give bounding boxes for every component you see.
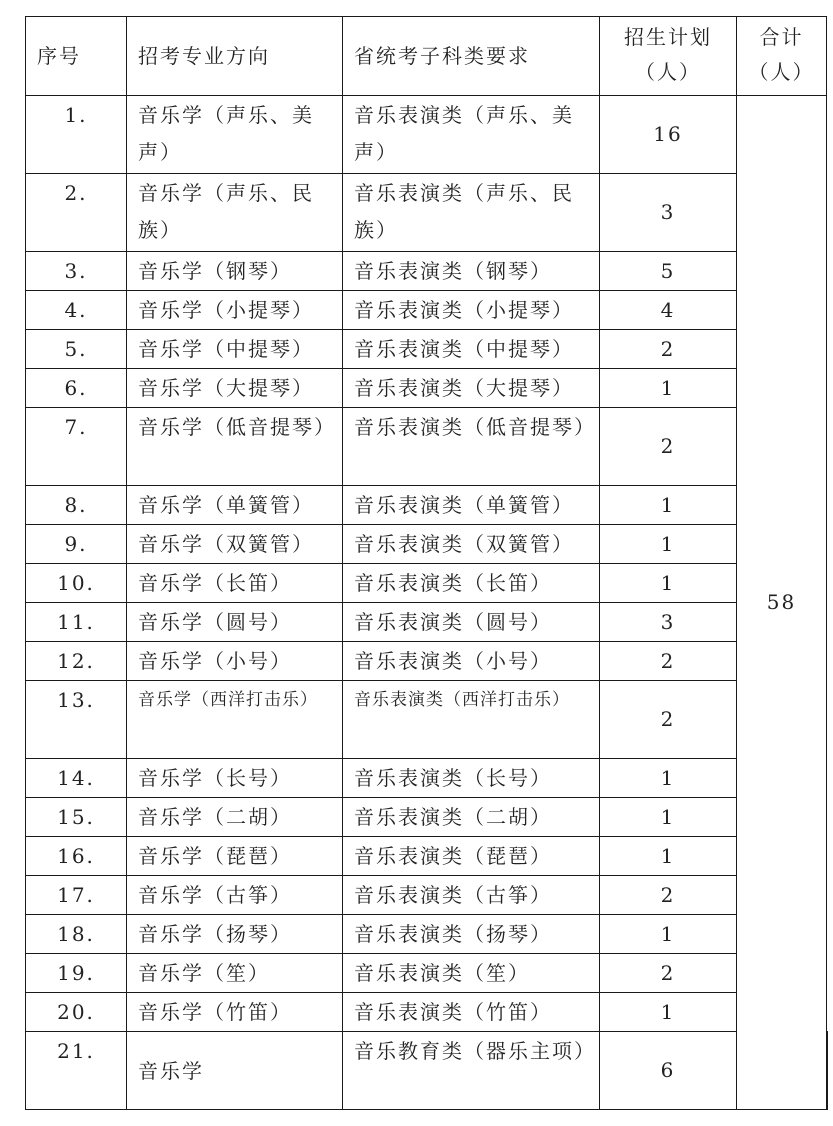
table-row (26, 603, 828, 642)
row-major: 音乐学（小号） (127, 642, 343, 681)
total-blank-cell (827, 1032, 828, 1110)
row-category: 音乐表演类（中提琴） (343, 330, 600, 369)
row-plan: 5 (600, 252, 737, 291)
row-no: 15. (26, 798, 127, 837)
table-row (26, 408, 828, 486)
table-row (26, 525, 828, 564)
row-major: 音乐学（声乐、民族） (127, 174, 343, 252)
row-category: 音乐表演类（大提琴） (343, 369, 600, 408)
row-no: 16. (26, 837, 127, 876)
row-category: 音乐表演类（单簧管） (343, 486, 600, 525)
row-plan: 6 (600, 1032, 737, 1110)
row-no: 7. (26, 408, 127, 486)
row-plan: 1 (600, 486, 737, 525)
row-no: 13. (26, 681, 127, 759)
row-major: 音乐学（二胡） (127, 798, 343, 837)
row-category: 音乐表演类（声乐、美声） (343, 96, 600, 174)
row-no: 10. (26, 564, 127, 603)
row-plan: 1 (600, 564, 737, 603)
row-category: 音乐表演类（长笛） (343, 564, 600, 603)
table-row (26, 954, 828, 993)
row-category: 音乐表演类（笙） (343, 954, 600, 993)
row-major: 音乐学（琵琶） (127, 837, 343, 876)
table-row (26, 837, 828, 876)
row-category: 音乐表演类（琵琶） (343, 837, 600, 876)
row-major: 音乐学（大提琴） (127, 369, 343, 408)
row-no: 19. (26, 954, 127, 993)
row-no: 18. (26, 915, 127, 954)
row-category: 音乐表演类（小提琴） (343, 291, 600, 330)
row-plan: 1 (600, 759, 737, 798)
row-no: 6. (26, 369, 127, 408)
row-plan: 2 (600, 954, 737, 993)
table-row (26, 174, 828, 252)
table-row (26, 759, 828, 798)
row-no: 14. (26, 759, 127, 798)
row-plan: 3 (600, 603, 737, 642)
row-category: 音乐教育类（器乐主项） (343, 1032, 600, 1110)
row-plan: 2 (600, 876, 737, 915)
row-category: 音乐表演类（圆号） (343, 603, 600, 642)
row-plan: 2 (600, 642, 737, 681)
row-no: 20. (26, 993, 127, 1032)
row-plan: 1 (600, 525, 737, 564)
table-row (26, 291, 828, 330)
enrollment-table (25, 16, 828, 1110)
row-major: 音乐学（小提琴） (127, 291, 343, 330)
row-major: 音乐学（钢琴） (127, 252, 343, 291)
row-major: 音乐学（长号） (127, 759, 343, 798)
row-major: 音乐学（低音提琴） (127, 408, 343, 486)
row-major: 音乐学（中提琴） (127, 330, 343, 369)
row-category: 音乐表演类（竹笛） (343, 993, 600, 1032)
table-row (26, 798, 828, 837)
table-row (26, 642, 828, 681)
header-total-line1: 合计 (759, 25, 804, 49)
row-major: 音乐学（笙） (127, 954, 343, 993)
row-plan: 1 (600, 993, 737, 1032)
row-plan: 1 (600, 798, 737, 837)
row-category: 音乐表演类（西洋打击乐） (343, 681, 600, 759)
row-category: 音乐表演类（低音提琴） (343, 408, 600, 486)
header-no: 序号 (26, 17, 127, 96)
table-row (26, 369, 828, 408)
total-cell: 58 (737, 96, 827, 1110)
row-category: 音乐表演类（二胡） (343, 798, 600, 837)
table-row (26, 486, 828, 525)
header-row (26, 17, 828, 96)
row-category: 音乐表演类（古筝） (343, 876, 600, 915)
row-major: 音乐学（西洋打击乐） (127, 681, 343, 759)
row-no: 2. (26, 174, 127, 252)
row-major: 音乐学（单簧管） (127, 486, 343, 525)
row-no: 4. (26, 291, 127, 330)
row-no: 11. (26, 603, 127, 642)
table-row (26, 915, 828, 954)
header-major: 招考专业方向 (127, 17, 343, 96)
row-major: 音乐学 (127, 1032, 343, 1110)
row-category: 音乐表演类（扬琴） (343, 915, 600, 954)
row-no: 21. (26, 1032, 127, 1110)
row-category: 音乐表演类（长号） (343, 759, 600, 798)
row-major: 音乐学（声乐、美声） (127, 96, 343, 174)
row-plan: 16 (600, 96, 737, 174)
row-no: 8. (26, 486, 127, 525)
row-plan: 4 (600, 291, 737, 330)
row-plan: 1 (600, 369, 737, 408)
row-major: 音乐学（扬琴） (127, 915, 343, 954)
row-major: 音乐学（长笛） (127, 564, 343, 603)
row-plan: 1 (600, 915, 737, 954)
row-no: 5. (26, 330, 127, 369)
table-row (26, 252, 828, 291)
table-row (26, 876, 828, 915)
row-no: 12. (26, 642, 127, 681)
row-no: 3. (26, 252, 127, 291)
header-category: 省统考子科类要求 (343, 17, 600, 96)
table-row (26, 681, 828, 759)
row-plan: 2 (600, 408, 737, 486)
row-category: 音乐表演类（小号） (343, 642, 600, 681)
row-major: 音乐学（双簧管） (127, 525, 343, 564)
row-category: 音乐表演类（声乐、民族） (343, 174, 600, 252)
header-plan-line1: 招生计划 (624, 25, 712, 49)
row-plan: 2 (600, 330, 737, 369)
row-no: 9. (26, 525, 127, 564)
header-plan (600, 17, 737, 96)
table-row (26, 993, 828, 1032)
row-major: 音乐学（圆号） (127, 603, 343, 642)
row-category: 音乐表演类（双簧管） (343, 525, 600, 564)
row-category: 音乐表演类（钢琴） (343, 252, 600, 291)
header-total (737, 17, 827, 96)
table-row (26, 564, 828, 603)
row-major: 音乐学（竹笛） (127, 993, 343, 1032)
row-no: 1. (26, 96, 127, 174)
table-row (26, 330, 828, 369)
row-plan: 2 (600, 681, 737, 759)
row-plan: 1 (600, 837, 737, 876)
header-plan-line2: （人） (635, 60, 701, 84)
row-no: 17. (26, 876, 127, 915)
table-row (26, 1032, 828, 1110)
header-total-line2: （人） (748, 60, 815, 84)
table-row (26, 96, 828, 174)
row-major: 音乐学（古筝） (127, 876, 343, 915)
row-plan: 3 (600, 174, 737, 252)
